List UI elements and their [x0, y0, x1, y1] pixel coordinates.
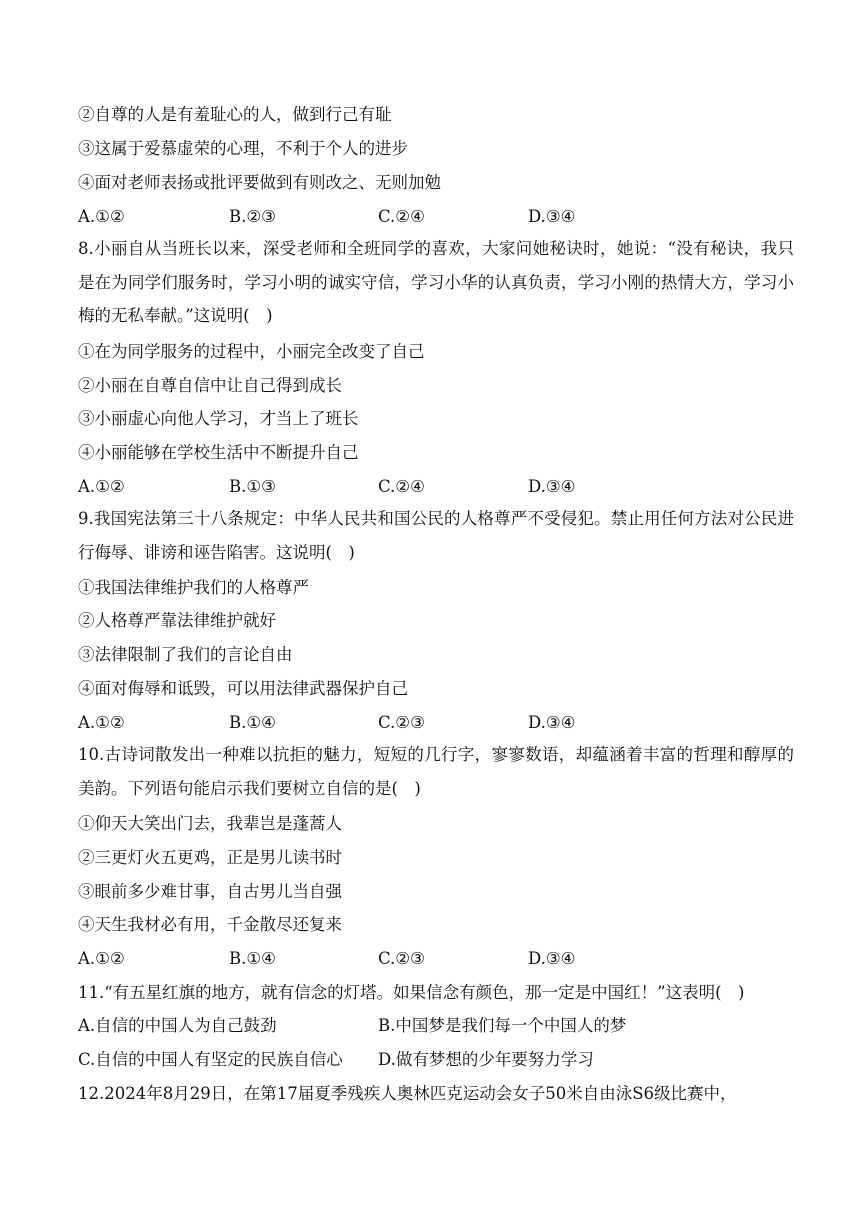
q11-choice-c[interactable]: C.自信的中国人有坚定的民族自信心 [78, 1050, 343, 1069]
q12-stem: 12.2024年8月29日，在第17届夏季残疾人奥林匹克运动会女子50米自由泳S6级比赛中， [78, 1084, 737, 1103]
q10-option-3: ③眼前多少难甘事，自古男儿当自强 [78, 882, 342, 901]
q8-choice-a[interactable]: A.①② [78, 477, 125, 496]
q10-stem: 10.古诗词散发出一种难以抗拒的魅力，短短的几行字，寥寥数语，却蕴涵着丰富的哲理和醇厚的美韵。下列语句能启示我们要树立自信的是( ) [78, 745, 794, 798]
q8-choice-d[interactable]: D.③④ [528, 477, 576, 496]
q11-choice-b[interactable]: B.中国梦是我们每一个中国人的梦 [378, 1016, 627, 1035]
q9-option-2: ②人格尊严靠法律维护就好 [78, 611, 276, 630]
q7-choice-d[interactable]: D.③④ [528, 207, 576, 226]
q10-option-1: ①仰天大笑出门去，我辈岂是蓬蒿人 [78, 814, 342, 833]
q10-choice-c[interactable]: C.②③ [378, 949, 425, 968]
q10-choice-d[interactable]: D.③④ [528, 949, 576, 968]
q9-choice-b[interactable]: B.①④ [229, 713, 276, 732]
q9-option-4: ④面对侮辱和诋毁，可以用法律武器保护自己 [78, 679, 408, 698]
q11-choice-d[interactable]: D.做有梦想的少年要努力学习 [378, 1050, 594, 1069]
q7-option-4: ④面对老师表扬或批评要做到有则改之、无则加勉 [78, 173, 441, 192]
q11-choices-row-2 [78, 1050, 794, 1070]
q9-choices [78, 713, 794, 733]
q10-choice-b[interactable]: B.①④ [229, 949, 276, 968]
q7-choice-a[interactable]: A.①② [78, 207, 125, 226]
q8-choice-c[interactable]: C.②④ [378, 477, 425, 496]
q8-option-2: ②小丽在自尊自信中让自己得到成长 [78, 376, 342, 395]
q8-choice-b[interactable]: B.①③ [229, 477, 276, 496]
q10-option-4: ④天生我材必有用，千金散尽还复来 [78, 915, 342, 934]
q11-choices-row-1 [78, 1016, 794, 1036]
q7-choice-b[interactable]: B.②③ [229, 207, 276, 226]
q9-option-1: ①我国法律维护我们的人格尊严 [78, 578, 309, 597]
q8-option-3: ③小丽虚心向他人学习，才当上了班长 [78, 409, 359, 428]
q9-option-3: ③法律限制了我们的言论自由 [78, 645, 293, 664]
q11-choice-a[interactable]: A.自信的中国人为自己鼓劲 [78, 1016, 277, 1035]
q9-choice-d[interactable]: D.③④ [528, 713, 576, 732]
q7-choice-c[interactable]: C.②④ [378, 207, 425, 226]
q8-stem: 8.小丽自从当班长以来，深受老师和全班同学的喜欢，大家问她秘诀时，她说：“没有秘诀，我只是在为同学们服务时，学习小明的诚实守信，学习小华的认真负责，学习小刚的热情大方，学习小梅的无私奉献。”这说明( ) [78, 239, 794, 326]
q11-stem: 11.“有五星红旗的地方，就有信念的灯塔。如果信念有颜色，那一定是中国红！”这表明( ) [78, 983, 745, 1002]
q8-option-1: ①在为同学服务的过程中，小丽完全改变了自己 [78, 342, 425, 361]
q10-option-2: ②三更灯火五更鸡，正是男儿读书时 [78, 848, 342, 867]
q8-choices [78, 477, 794, 497]
q7-option-2: ②自尊的人是有羞耻心的人，做到行己有耻 [78, 105, 392, 124]
q10-choices [78, 949, 794, 969]
q9-choice-c[interactable]: C.②③ [378, 713, 425, 732]
q8-option-4: ④小丽能够在学校生活中不断提升自己 [78, 443, 359, 462]
q9-stem: 9.我国宪法第三十八条规定：中华人民共和国公民的人格尊严不受侵犯。禁止用任何方法对公民进行侮辱、诽谤和诬告陷害。这说明( ) [78, 509, 794, 562]
q7-option-3: ③这属于爱慕虚荣的心理，不利于个人的进步 [78, 139, 408, 158]
q9-choice-a[interactable]: A.①② [78, 713, 125, 732]
q10-choice-a[interactable]: A.①② [78, 949, 125, 968]
q7-choices [78, 207, 794, 227]
